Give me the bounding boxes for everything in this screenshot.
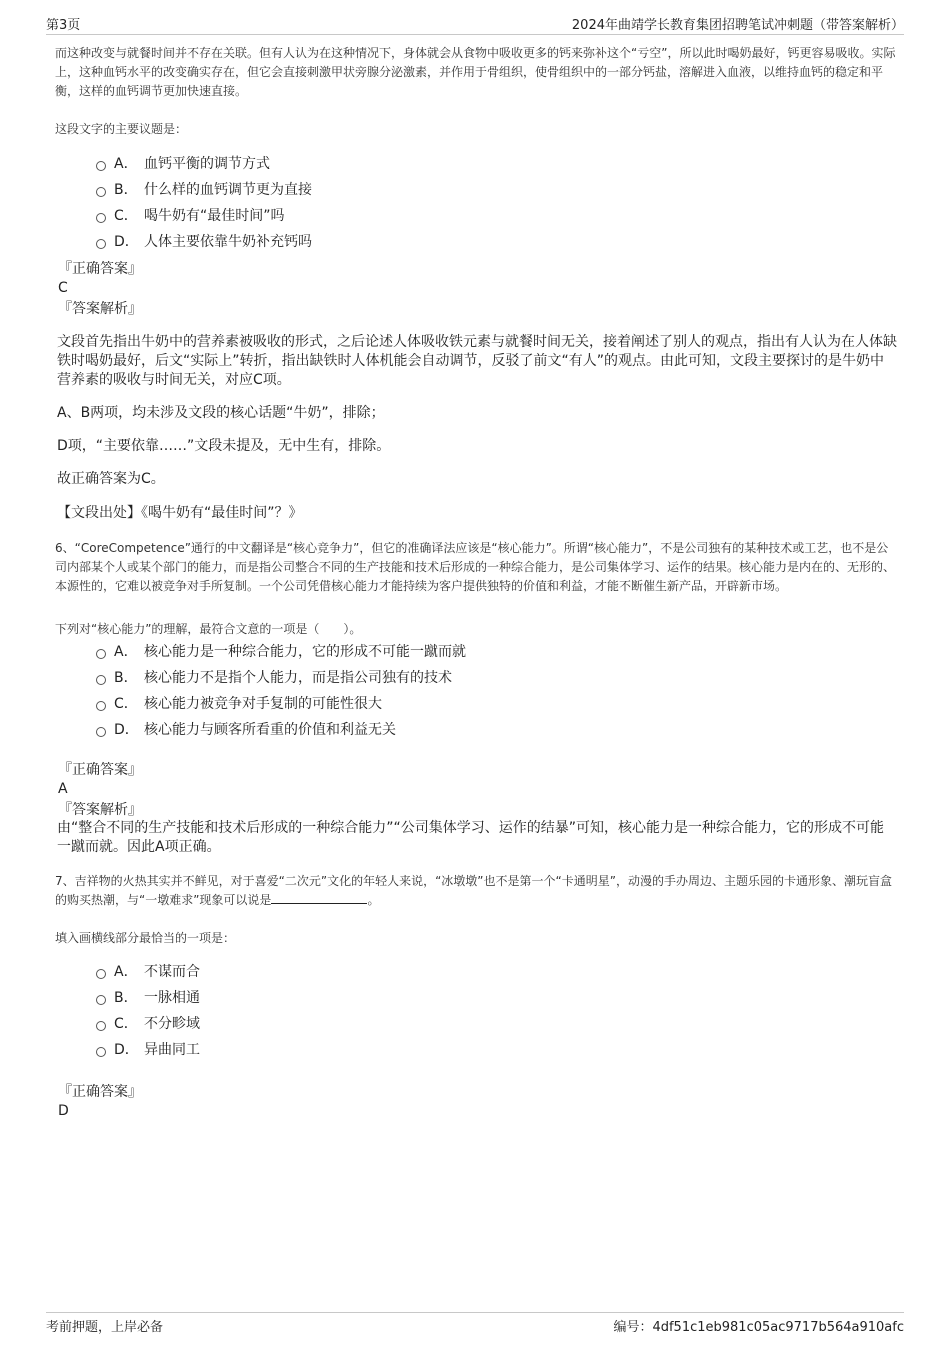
footer-slogan: 考前押题，上岸必备 — [46, 1320, 164, 1335]
radio-icon[interactable] — [96, 1021, 106, 1031]
radio-icon[interactable] — [96, 649, 106, 659]
q5-analysis-para-2: A、B两项，均未涉及文段的核心话题“牛奶”，排除； — [57, 405, 385, 421]
q5-question: 这段文字的主要议题是： — [55, 122, 188, 136]
q6-option-b[interactable]: B． 核心能力不是指个人能力，而是指公司独有的技术 — [96, 665, 466, 691]
q6-analysis-label: 『答案解析』 — [58, 802, 142, 818]
q5-passage: 而这种改变与就餐时间并不存在关联。但有人认为在这种情况下，身体就会从食物中吸收更多的钙来弥补这个“亏空”，所以此时喝奶最好，钙更容易吸收。实际上，这种血钙水平的改变确实存在，但它会直接刺激甲状旁腺分泌激素，并作用于骨组织，使骨组织中的一部分钙盐，溶解进入血液，以维持血钙的稳定和平衡，这样的血钙调节更加快速直接。 — [55, 46, 896, 98]
q7-option-a[interactable]: A． 不谋而合 — [96, 959, 200, 985]
page-number: 第3页 — [46, 18, 81, 33]
q5-option-d[interactable]: D． 人体主要依靠牛奶补充钙吗 — [96, 229, 312, 255]
page-header — [46, 14, 904, 35]
q7-answer: D — [58, 1103, 69, 1119]
q6-passage: 6、“CoreCompetence”通行的中文翻译是“核心竞争力”，但它的准确译法应该是“核心能力”。所谓“核心能力”，不是公司独有的某种技术或工艺，也不是公司内部某个人或某个部门的能力，而是指公司整合不同的生产技能和技术后形成的一种综合能力，是公司集体学习、运作的结果。核心能力是内在的、无形的、本源性的，它难以被竞争对手所复制。一个公司凭借核心能力才能持续为客户提供独特的价值和利益，才能不断催生新产品，开辟新市场。 — [55, 541, 896, 593]
q5-answer-label: 『正确答案』 — [58, 261, 142, 277]
document-title: 2024年曲靖学长教育集团招聘笔试冲刺题（带答案解析） — [571, 18, 904, 33]
q7-question: 填入画横线部分最恰当的一项是： — [55, 931, 236, 945]
page-footer — [46, 1312, 904, 1335]
q7-option-d[interactable]: D． 异曲同工 — [96, 1037, 200, 1063]
q6-question: 下列对“核心能力”的理解，最符合文意的一项是（ ）。 — [55, 622, 362, 636]
q5-options — [96, 151, 312, 255]
q5-analysis-label: 『答案解析』 — [58, 301, 142, 317]
q6-option-c[interactable]: C． 核心能力被竞争对手复制的可能性很大 — [96, 691, 466, 717]
radio-icon[interactable] — [96, 995, 106, 1005]
q7-options — [96, 959, 200, 1063]
fill-blank — [271, 891, 367, 904]
q7-answer-label: 『正确答案』 — [58, 1084, 142, 1100]
radio-icon[interactable] — [96, 969, 106, 979]
radio-icon[interactable] — [96, 675, 106, 685]
q5-option-c[interactable]: C． 喝牛奶有“最佳时间”吗 — [96, 203, 312, 229]
radio-icon[interactable] — [96, 161, 106, 171]
q7-option-b[interactable]: B． 一脉相通 — [96, 985, 200, 1011]
q5-source: 【文段出处】《喝牛奶有“最佳时间”？》 — [57, 505, 303, 521]
radio-icon[interactable] — [96, 1047, 106, 1057]
radio-icon[interactable] — [96, 701, 106, 711]
q6-answer: A — [58, 781, 68, 797]
q6-analysis: 由“整合不同的生产技能和技术后形成的一种综合能力”“公司集体学习、运作的结暴”可知，核心能力是一种综合能力，它的形成不可能一蹴而就。因此A项正确。 — [57, 820, 885, 855]
q6-option-a[interactable]: A． 核心能力是一种综合能力，它的形成不可能一蹴而就 — [96, 639, 466, 665]
q7-passage: 7、吉祥物的火热其实并不鲜见，对于喜爱“二次元”文化的年轻人来说，“冰墩墩”也不是第一个“卡通明星”，动漫的手办周边、主题乐园的卡通形象、潮玩盲盒的购买热潮，与“一墩难求”现象可以说是 。 — [55, 874, 892, 907]
q5-analysis-para-4: 故正确答案为C。 — [57, 471, 165, 487]
radio-icon[interactable] — [96, 187, 106, 197]
q6-answer-label: 『正确答案』 — [58, 762, 142, 778]
q7-option-c[interactable]: C． 不分畛域 — [96, 1011, 200, 1037]
q6-options — [96, 639, 466, 743]
q5-answer: C — [58, 280, 68, 296]
q6-option-d[interactable]: D． 核心能力与顾客所看重的价值和利益无关 — [96, 717, 466, 743]
radio-icon[interactable] — [96, 213, 106, 223]
q5-option-b[interactable]: B． 什么样的血钙调节更为直接 — [96, 177, 312, 203]
q5-analysis-para-1: 文段首先指出牛奶中的营养素被吸收的形式，之后论述人体吸收铁元素与就餐时间无关，接着阐述了别人的观点，指出有人认为在人体缺铁时喝奶最好，后文“实际上”转折，指出缺铁时人体机能会自动调节，反驳了前文“有人”的观点。由此可知，文段主要探讨的是牛奶中营养素的吸收与时间无关，对应C项。 — [57, 334, 897, 388]
radio-icon[interactable] — [96, 727, 106, 737]
radio-icon[interactable] — [96, 239, 106, 249]
document-id: 编号：4df51c1eb981c05ac9717b564a910afc — [613, 1320, 904, 1335]
q5-analysis-para-3: D项，“主要依靠……”文段未提及，无中生有，排除。 — [57, 438, 391, 454]
q5-option-a[interactable]: A． 血钙平衡的调节方式 — [96, 151, 312, 177]
